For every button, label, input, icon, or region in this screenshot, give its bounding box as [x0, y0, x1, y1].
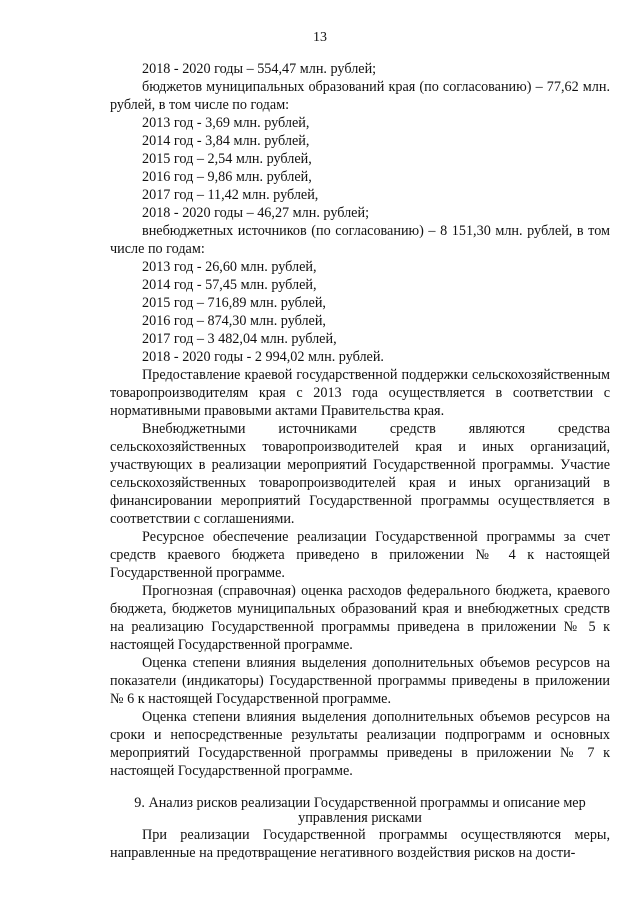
paragraph-impact-indicators: Оценка степени влияния выделения дополнительных объемов ресурсов на показатели (индикаторы) Государственной программы приведены в приложении № 6 к настоящей Государственной программе. [110, 655, 610, 707]
funding-line: 2017 год – 3 482,04 млн. рублей, [142, 331, 337, 347]
paragraph-impact-results: Оценка степени влияния выделения дополнительных объемов ресурсов на сроки и непосредственные результаты реализации подпрограмм и основных мероприятий Государственной программы приведены в приложении № 7 к настоящей Государственной программе. [110, 709, 610, 779]
funding-line: 2014 год - 3,84 млн. рублей, [142, 133, 310, 149]
funding-source-municipal: бюджетов муниципальных образований края (по согласованию) – 77,62 млн. рублей, в том числе по годам: [110, 79, 610, 113]
funding-line: 2013 год - 3,69 млн. рублей, [142, 115, 310, 131]
paragraph-state-support: Предоставление краевой государственной поддержки сельскохозяйственным товаропроизводителям края с 2013 года осуществляется в соответствии с нормативными правовыми актами Правительства края. [110, 367, 610, 419]
paragraph-forecast-estimate: Прогнозная (справочная) оценка расходов федерального бюджета, краевого бюджета, бюджетов муниципальных образований края и внебюджетных средств на реализацию Государственной программы приведена в приложении № 5 к настоящей Государственной программе. [110, 583, 610, 653]
page-number: 13 [313, 30, 327, 45]
funding-line: 2015 год – 716,89 млн. рублей, [142, 295, 326, 311]
funding-line: 2018 - 2020 годы – 46,27 млн. рублей; [142, 205, 370, 221]
section-heading: 9. Анализ рисков реализации Государственной программы и описание мер управления рисками [134, 795, 586, 826]
funding-line: 2017 год – 11,42 млн. рублей, [142, 187, 319, 203]
funding-line: 2018 - 2020 годы - 2 994,02 млн. рублей. [142, 349, 384, 365]
paragraph-resource-provision: Ресурсное обеспечение реализации Государственной программы за счет средств краевого бюджета приведено в приложении № 4 к настоящей Государственной программе. [110, 529, 610, 581]
funding-line: 2016 год – 874,30 млн. рублей, [142, 313, 326, 329]
funding-line: 2018 - 2020 годы – 554,47 млн. рублей; [142, 61, 377, 77]
paragraph-extrabudgetary-sources: Внебюджетными источниками средств являются средства сельскохозяйственных товаропроизводителей края и иных организаций, участвующих в реализации мероприятий Государственной программы. Участие сельскохозяйственных товаропроизводителей края и иных организаций в финансировании мероприятий Государственной программы осуществляется в соответствии с соглашениями. [110, 421, 610, 527]
funding-line: 2016 год – 9,86 млн. рублей, [142, 169, 312, 185]
funding-line: 2014 год - 57,45 млн. рублей, [142, 277, 317, 293]
funding-line: 2013 год - 26,60 млн. рублей, [142, 259, 317, 275]
document-body [110, 60, 610, 862]
paragraph-risk-measures: При реализации Государственной программы осуществляются меры, направленные на предотвращение негативного воздействия рисков на дости- [110, 827, 610, 861]
funding-line: 2015 год – 2,54 млн. рублей, [142, 151, 312, 167]
funding-source-extrabudgetary: внебюджетных источников (по согласованию) – 8 151,30 млн. рублей, в том числе по годам: [110, 223, 610, 257]
